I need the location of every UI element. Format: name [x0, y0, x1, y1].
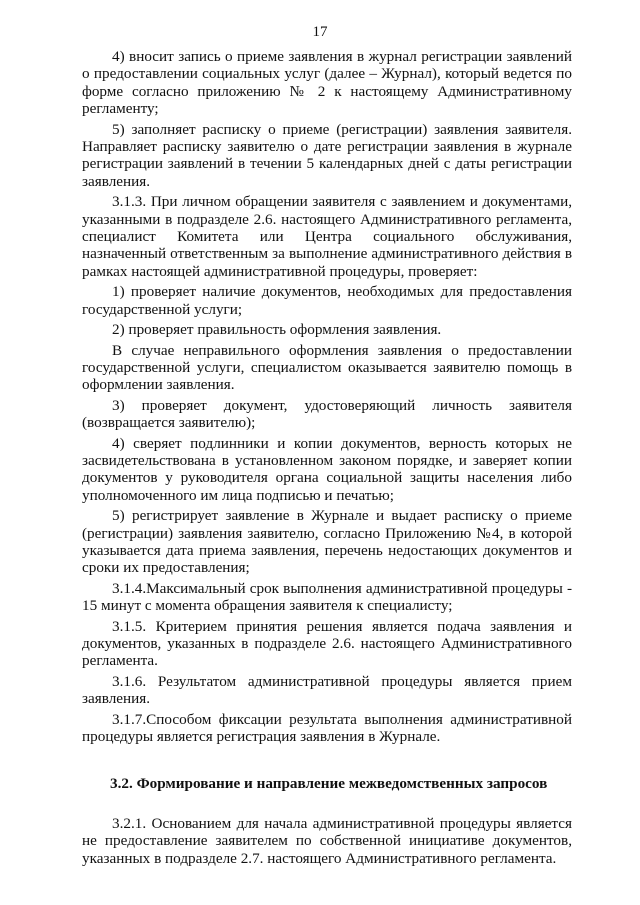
document-body [82, 48, 572, 867]
paragraph: 5) заполняет расписку о приеме (регистрации) заявления заявителя. Направляет расписку заявителю о дате регистрации заявления в журнале регистрации заявлений в течении 5 календарных дней с даты регистрации заявления. [82, 120, 572, 190]
page-number: 17 [312, 24, 328, 40]
paragraph: В случае неправильного оформления заявления о предоставлении государственной услуги, специалистом оказывается заявителю помощь в оформлении заявления. [82, 341, 572, 394]
section-paragraph: 3.2.1. Основанием для начала административной процедуры является не предоставление заявителем по собственной инициативе документов, указанных в подразделе 2.7. настоящего Административного регламента. [82, 814, 572, 867]
paragraph: 5) регистрирует заявление в Журнале и выдает расписку о приеме (регистрации) заявления заявителю, согласно Приложению №4, в которой указывается дата приема заявления, перечень недостающих документов и сроки их предоставления; [82, 507, 572, 577]
paragraph: 4) вносит запись о приеме заявления в журнал регистрации заявлений о предоставлении социальных услуг (далее – Журнал), который ведется по форме согласно приложению № 2 к настоящему Административному регламенту; [82, 48, 572, 118]
paragraph: 3.1.6. Результатом административной процедуры является прием заявления. [82, 672, 572, 708]
section-heading: 3.2. Формирование и направление межведомственных запросов [110, 775, 548, 793]
paragraph: 3.1.3. При личном обращении заявителя с заявлением и документами, указанными в подразделе 2.6. настоящего Административного регламента, специалист Комитета или Центра социального обслуживания, назначенный ответственным за выполнение административного действия в рамках настоящей административной процедуры, проверяет: [82, 193, 572, 280]
paragraph: 3.1.5. Критерием принятия решения является подача заявления и документов, указанных в подразделе 2.6. настоящего Административного регламента. [82, 617, 572, 670]
paragraph: 3.1.4.Максимальный срок выполнения административной процедуры - 15 минут с момента обращения заявителя к специалисту; [82, 579, 572, 615]
paragraph: 3.1.7.Способом фиксации результата выполнения административной процедуры является регистрация заявления в Журнале. [82, 710, 572, 746]
paragraph: 3) проверяет документ, удостоверяющий личность заявителя (возвращается заявителю); [82, 396, 572, 432]
paragraph: 4) сверяет подлинники и копии документов, верность которых не засвидетельствована в установленном законом порядке, и заверяет копии документов у руководителя органа социальной защиты населения либо уполномоченного им лица подписью и печатью; [82, 434, 572, 504]
paragraph: 1) проверяет наличие документов, необходимых для предоставления государственной услуги; [82, 283, 572, 318]
paragraph: 2) проверяет правильность оформления заявления. [112, 321, 442, 339]
